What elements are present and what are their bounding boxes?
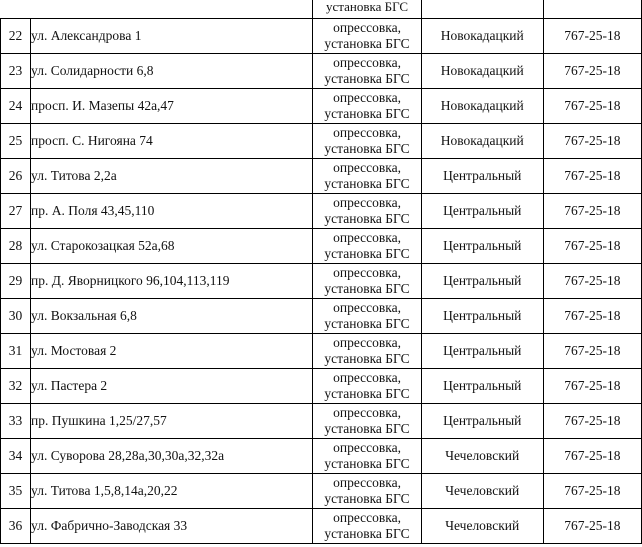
- work-line-2: установка БГС: [324, 420, 410, 436]
- cell-address: ул. Солидарности 6,8: [31, 53, 313, 88]
- cell-address: ул. Александрова 1: [31, 18, 313, 53]
- cell-phone: 767-25-18: [543, 193, 641, 228]
- table-body: [1, 0, 642, 543]
- cell-number: 27: [1, 193, 31, 228]
- cell-address: ул. Пастера 2: [31, 368, 313, 403]
- cell-district: Центральный: [421, 263, 543, 298]
- cell-work: [313, 368, 421, 403]
- work-line-1: опрессовка,: [333, 404, 401, 420]
- cell-district: Центральный: [421, 368, 543, 403]
- work-line-1: опрессовка,: [333, 439, 401, 455]
- table-row: [1, 123, 642, 158]
- cell-phone: 767-25-18: [543, 158, 641, 193]
- table-row: [1, 438, 642, 473]
- cell-phone: 767-25-18: [543, 368, 641, 403]
- cell-work: [313, 88, 421, 123]
- work-line-1: опрессовка,: [333, 19, 401, 35]
- cell-address-cropped: [31, 0, 313, 18]
- cell-work: [313, 263, 421, 298]
- cell-district: Новокадацкий: [421, 53, 543, 88]
- cell-phone: 767-25-18: [543, 53, 641, 88]
- table-row: [1, 53, 642, 88]
- work-line-1: опрессовка,: [333, 334, 401, 350]
- cell-district: Центральный: [421, 158, 543, 193]
- table-row: [1, 88, 642, 123]
- work-line-1: опрессовка,: [333, 509, 401, 525]
- cell-number: 31: [1, 333, 31, 368]
- cell-phone: 767-25-18: [543, 298, 641, 333]
- cell-address: просп. И. Мазепы 42а,47: [31, 88, 313, 123]
- work-line-2: установка БГС: [324, 455, 410, 471]
- cell-district: Чечеловский: [421, 438, 543, 473]
- cell-phone: [543, 0, 641, 18]
- work-line-1: опрессовка,: [333, 299, 401, 315]
- work-line-1: опрессовка,: [333, 194, 401, 210]
- work-line-2: установка БГС: [324, 350, 410, 366]
- work-line-2: установка БГС: [324, 385, 410, 401]
- cell-phone: 767-25-18: [543, 228, 641, 263]
- cell-number: 25: [1, 123, 31, 158]
- cell-address: ул. Титова 1,5,8,14а,20,22: [31, 473, 313, 508]
- cell-address: ул. Старокозацкая 52а,68: [31, 228, 313, 263]
- cell-number: 22: [1, 18, 31, 53]
- cell-number: 35: [1, 473, 31, 508]
- cell-phone: 767-25-18: [543, 473, 641, 508]
- work-line-1: опрессовка,: [333, 229, 401, 245]
- work-line-2: установка БГС: [324, 315, 410, 331]
- work-line-2: установка БГС: [324, 525, 410, 541]
- cell-address: пр. Пушкина 1,25/27,57: [31, 403, 313, 438]
- cell-work: [313, 228, 421, 263]
- work-line-1: опрессовка,: [333, 54, 401, 70]
- cell-phone: 767-25-18: [543, 438, 641, 473]
- work-line-1: опрессовка,: [333, 474, 401, 490]
- cell-district: Новокадацкий: [421, 18, 543, 53]
- cell-work: [313, 18, 421, 53]
- cell-work: [313, 193, 421, 228]
- table-row: [1, 508, 642, 543]
- table-row: [1, 193, 642, 228]
- table-row: [1, 333, 642, 368]
- cell-number: 36: [1, 508, 31, 543]
- cell-number: 23: [1, 53, 31, 88]
- work-line-2: установка БГС: [324, 210, 410, 226]
- cell-work: [313, 53, 421, 88]
- work-line-2: установка БГС: [324, 70, 410, 86]
- table-row: [1, 158, 642, 193]
- cell-address: пр. А. Поля 43,45,110: [31, 193, 313, 228]
- cell-phone: 767-25-18: [543, 508, 641, 543]
- cell-district: Чечеловский: [421, 508, 543, 543]
- work-line-2: установка БГС: [324, 490, 410, 506]
- table-row: [1, 403, 642, 438]
- work-line-1: опрессовка,: [333, 89, 401, 105]
- table-row: [1, 228, 642, 263]
- work-line-2: установка БГС: [324, 140, 410, 156]
- cell-address: ул. Мостовая 2: [31, 333, 313, 368]
- cell-number: 26: [1, 158, 31, 193]
- cell-phone: 767-25-18: [543, 403, 641, 438]
- cell-address: пр. Д. Яворницкого 96,104,113,119: [31, 263, 313, 298]
- cell-work: [313, 298, 421, 333]
- cell-district: Центральный: [421, 333, 543, 368]
- work-line-2: установка БГС: [324, 280, 410, 296]
- work-line-2: установка БГС: [324, 175, 410, 191]
- cell-district: Новокадацкий: [421, 88, 543, 123]
- cell-work: [313, 158, 421, 193]
- work-line-1: опрессовка,: [333, 264, 401, 280]
- work-line-2: установка БГС: [324, 105, 410, 121]
- cell-number: 30: [1, 298, 31, 333]
- cell-number: 29: [1, 263, 31, 298]
- cell-district: Центральный: [421, 403, 543, 438]
- cell-address: ул. Титова 2,2а: [31, 158, 313, 193]
- cell-district: Центральный: [421, 228, 543, 263]
- cell-phone: 767-25-18: [543, 333, 641, 368]
- cell-work: [313, 438, 421, 473]
- table-row: [1, 473, 642, 508]
- cell-work: [313, 473, 421, 508]
- cell-work: [313, 333, 421, 368]
- cell-number-cropped: [1, 0, 31, 18]
- cell-district: Центральный: [421, 193, 543, 228]
- cell-address: просп. С. Нигояна 74: [31, 123, 313, 158]
- cell-number: 33: [1, 403, 31, 438]
- cell-number: 34: [1, 438, 31, 473]
- cell-phone: 767-25-18: [543, 263, 641, 298]
- work-line-1: опрессовка,: [333, 124, 401, 140]
- cell-number: 24: [1, 88, 31, 123]
- cell-number: 28: [1, 228, 31, 263]
- cell-district: Новокадацкий: [421, 123, 543, 158]
- work-line-2: установка БГС: [324, 245, 410, 261]
- cell-number: 32: [1, 368, 31, 403]
- cell-work: [313, 508, 421, 543]
- cell-work: установка БГС: [313, 0, 421, 18]
- cell-work: [313, 403, 421, 438]
- work-line-1: опрессовка,: [333, 369, 401, 385]
- cell-phone: 767-25-18: [543, 123, 641, 158]
- cell-district: Чечеловский: [421, 473, 543, 508]
- cell-phone: 767-25-18: [543, 18, 641, 53]
- cell-address: ул. Вокзальная 6,8: [31, 298, 313, 333]
- cell-address: ул. Суворова 28,28а,30,30а,32,32а: [31, 438, 313, 473]
- table-row: [1, 298, 642, 333]
- table-row: [1, 18, 642, 53]
- cell-district: Центральный: [421, 298, 543, 333]
- cell-phone: 767-25-18: [543, 88, 641, 123]
- cell-work: [313, 123, 421, 158]
- table-row-partial: [1, 0, 642, 18]
- cell-district: [421, 0, 543, 18]
- table-row: [1, 368, 642, 403]
- table-row: [1, 263, 642, 298]
- work-line-1: опрессовка,: [333, 159, 401, 175]
- work-line-2: установка БГС: [324, 35, 410, 51]
- cell-address: ул. Фабрично-Заводская 33: [31, 508, 313, 543]
